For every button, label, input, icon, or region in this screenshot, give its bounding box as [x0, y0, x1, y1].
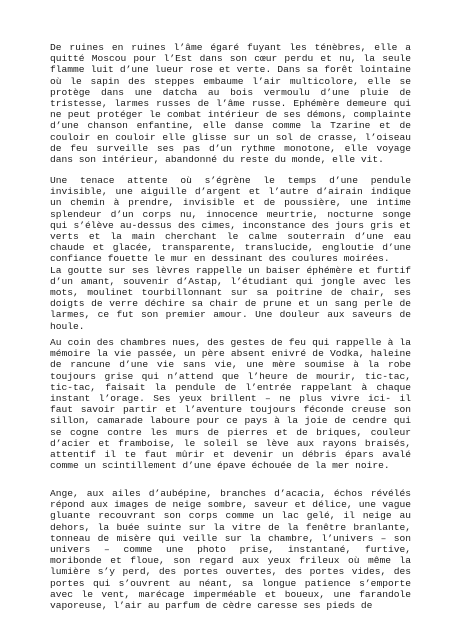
paragraph-block: [50, 488, 411, 611]
paragraph: Au coin des chambres nues, des gestes de feu qui rappelle à la mémoire la vie passée, un père absent enivré de Vodka, haleine de rancune d’une vie sans vie, une mère soumise à la robe toujours grise qui n’attend que l’heure de mourir, tic-tac, tic-tac, faisait la pendule de l’entrée rappelant à chaque instant l’orage. Ses yeux brillent – ne plus vivre ici- il faut savoir partir et l’aventure toujours féconde creuse son sillon, camarade laboure pour ce pays à la joie de cendre qui se cogne contre les murs de pierres et de briques, couleur d’acier et framboise, le soleil se lève aux rayons braisés, attentif il te faut mûrir et devenir un débris épars avalé comme un scintillement d’une épave échouée de la mer noire.: [50, 337, 411, 472]
paragraph-block: [50, 175, 411, 332]
paragraph-block: [50, 42, 411, 165]
paragraph: La goutte sur ses lèvres rappelle un baiser éphémère et furtif d’un amant, souvenir d’Astap, l’étudiant qui jongle avec les mots, moulinet tourbillonnant sur sa poitrine de chair, ses doigts de verre déchire sa chair de prune et un sang perle de larmes, ce fut son premier amour. Une douleur aux saveurs de houle.: [50, 264, 411, 332]
paragraph: De ruines en ruines l’âme égaré fuyant les ténèbres, elle a quitté Moscou pour l’Est dans son cœur perdu et nu, la seule flamme luit d’une lueur rose et verte. Dans sa forêt lointaine où le sapin des steppes embaume l’air multicolore, elle se protège dans une datcha au bois vermoulu d’une pluie de tristesse, larmes russes de l’âme russe. Ephémère demeure qui ne peut protéger le combat intérieur de ses démons, complainte d’une chanson enfantine, elle danse comme la Tzarine et de couloir en couloir elle glisse sur un sol de crasse, l’oiseau de feu surveille ses pas d’un rythme monotone, elle voyage dans son intérieur, abandonné du reste du monde, elle vit.: [50, 42, 411, 166]
paragraph: Une tenace attente où s’égrène le temps d’une pendule invisible, une aiguille d’argent et l’autre d’airain indique un chemin à prendre, invisible et de poussière, une intime splendeur d’un corps nu, innocence meurtrie, nocturne songe qui s’élève au-dessus des cimes, inconstance des jours gris et verts et la main cherchant le calme souterrain d’une eau chaude et glacée, transparente, translucide, engloutie d’une confiance fouette le mur en dessinant des coulures moirées.: [50, 175, 411, 265]
paragraph-block: [50, 337, 411, 471]
paragraph: Ange, aux ailes d’aubépine, branches d’acacia, échos révélés répond aux images de neige sombre, saveur et délice, une vague gluante recouvrant son corps comme un lac gelé, il neige au dehors, la buée suinte sur la vitre de la fenêtre branlante, tonneau de misère qui veille sur la chambre, l’univers – son univers – comme une photo prise, instantané, furtive, moribonde et floue, son regard aux yeux frileux où même la lumière s’y perd, des portes ouvertes, des portes vides, des portes qui s’ouvrent au néant, sa longue patience s’emporte avec le vent, marécage imperméable et boueux, une farandole vaporeuse, l’air au parfum de cèdre caresse ses pieds de: [50, 488, 411, 612]
